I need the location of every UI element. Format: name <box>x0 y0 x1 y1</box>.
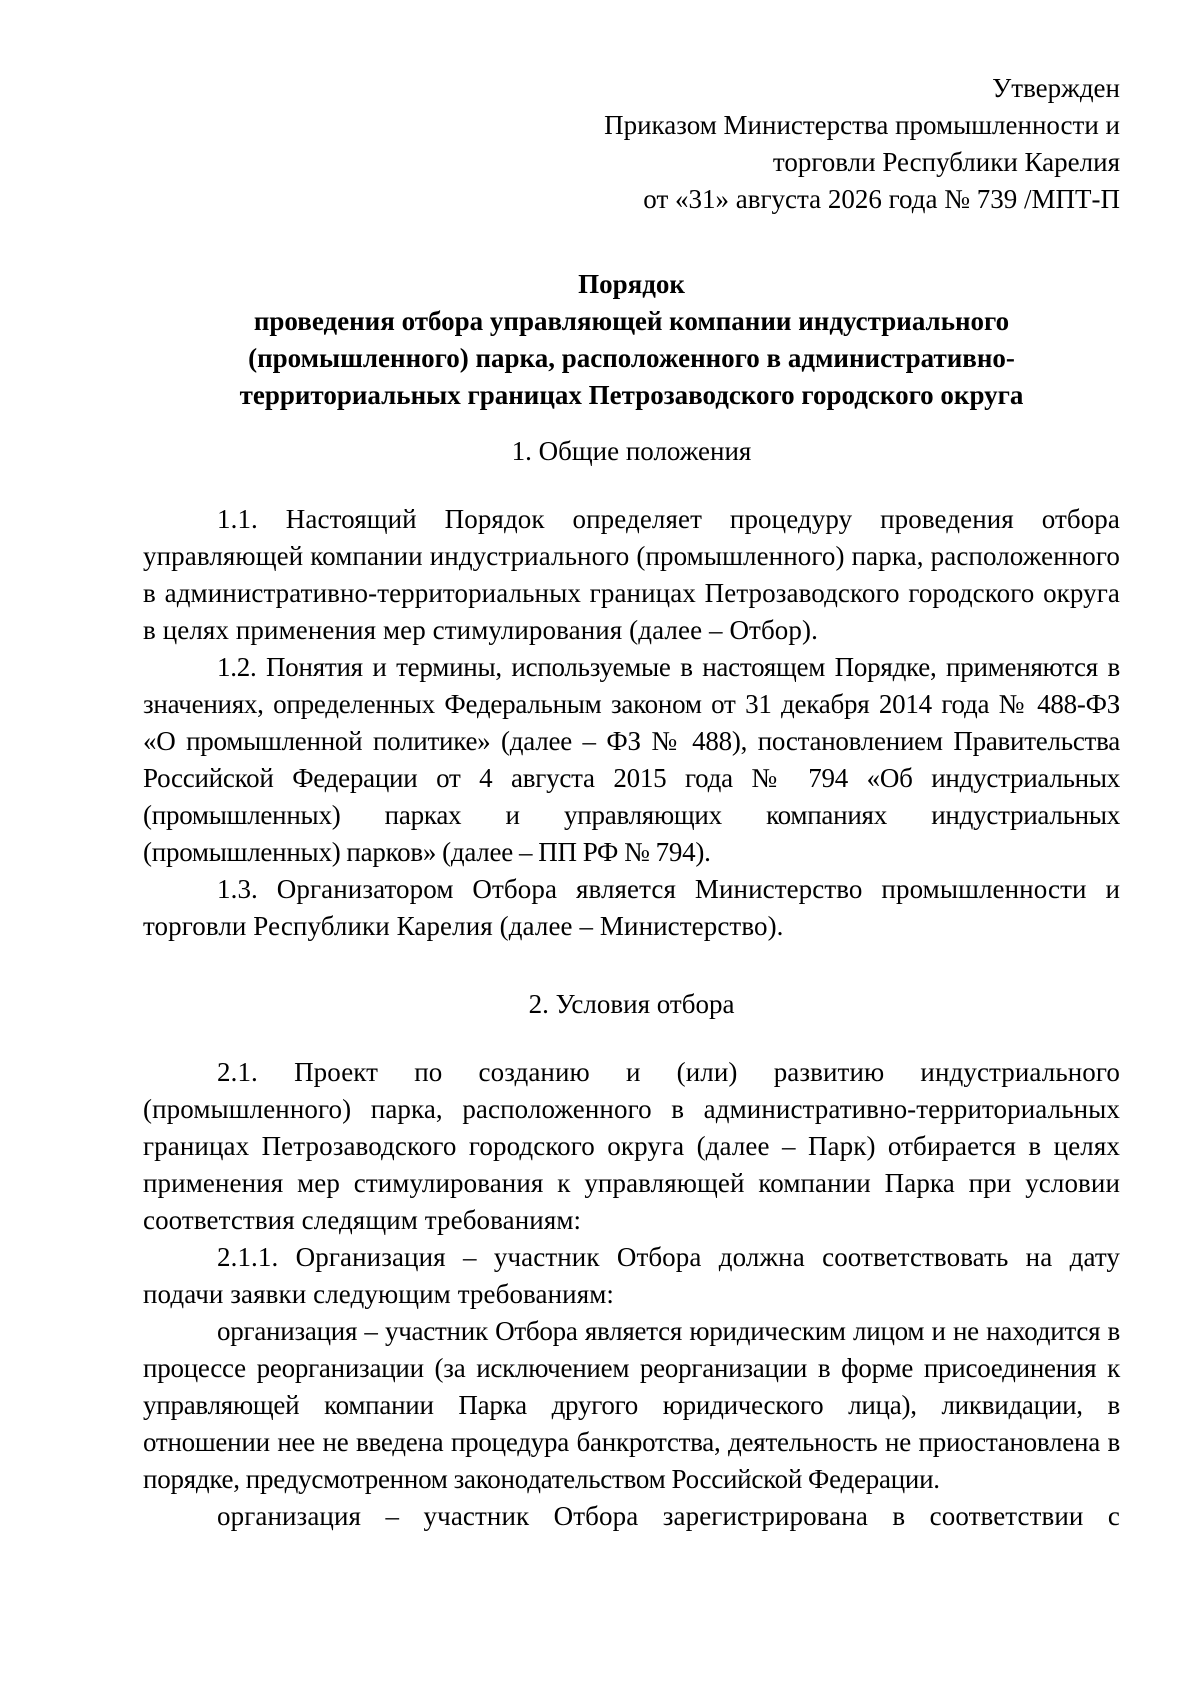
approval-line: торговли Республики Карелия <box>772 147 1120 177</box>
approval-line: от «31» августа 2026 года № 739 /МПТ-П <box>643 184 1120 214</box>
section-heading-general: 1. Общие положения <box>511 436 752 466</box>
paragraph-2-1: 2.1. Проект по созданию и (или) развитию индустриального (промышленного) парка, расположенного в административно-территориальных границах Петрозаводского городского округа (далее – Парк) отбирается в целях применения мер стимулирования к управляющей компании Парка при условии соответствия следящим требованиям: <box>143 1057 1120 1235</box>
title-line: территориальных границах Петрозаводского городского округа <box>239 380 1024 410</box>
title-line: Порядок <box>578 269 685 299</box>
paragraph-1-1: 1.1. Настоящий Порядок определяет процедуру проведения отбора управляющей компании индустриального (промышленного) парка, расположенного в административно-территориальных границах Петрозаводского городского округа в целях применения мер стимулирования (далее – Отбор). <box>143 504 1120 645</box>
document-title <box>143 266 1120 414</box>
paragraph-2-1-1: 2.1.1. Организация – участник Отбора должна соответствовать на дату подачи заявки следующим требованиям: <box>143 1242 1120 1309</box>
title-line: (промышленного) парка, расположенного в административно- <box>248 343 1015 373</box>
paragraph-1-3: 1.3. Организатором Отбора является Министерство промышленности и торговли Республики Карелия (далее – Министерство). <box>143 874 1120 941</box>
approval-line: Приказом Министерства промышленности и <box>604 110 1120 140</box>
title-line: проведения отбора управляющей компании индустриального <box>253 306 1010 336</box>
document-page <box>143 70 1120 1535</box>
approval-stamp <box>143 70 1120 218</box>
paragraph-1-2: 1.2. Понятия и термины, используемые в настоящем Порядке, применяются в значениях, определенных Федеральным законом от 31 декабря 2014 года № 488-ФЗ «О промышленной политике» (далее – ФЗ № 488), постановлением Правительства Российской Федерации от 4 августа 2015 года № 794 «Об индустриальных (промышленных) парках и управляющих компаниях индустриальных (промышленных) парков» (далее – ПП РФ № 794). <box>143 652 1120 867</box>
approval-line: Утвержден <box>992 73 1120 103</box>
paragraph-requirement-legal-entity: организация – участник Отбора является юридическим лицом и не находится в процессе реорганизации (за исключением реорганизации в форме присоединения к управляющей компании Парка другого юридического лица), ликвидации, в отношении нее не введена процедура банкротства, деятельность не приостановлена в порядке, предусмотренном законодательством Российской Федерации. <box>143 1316 1120 1494</box>
paragraph-requirement-registration: организация – участник Отбора зарегистрирована в соответствии с <box>217 1501 1120 1531</box>
section-heading-conditions: 2. Условия отбора <box>528 989 735 1019</box>
